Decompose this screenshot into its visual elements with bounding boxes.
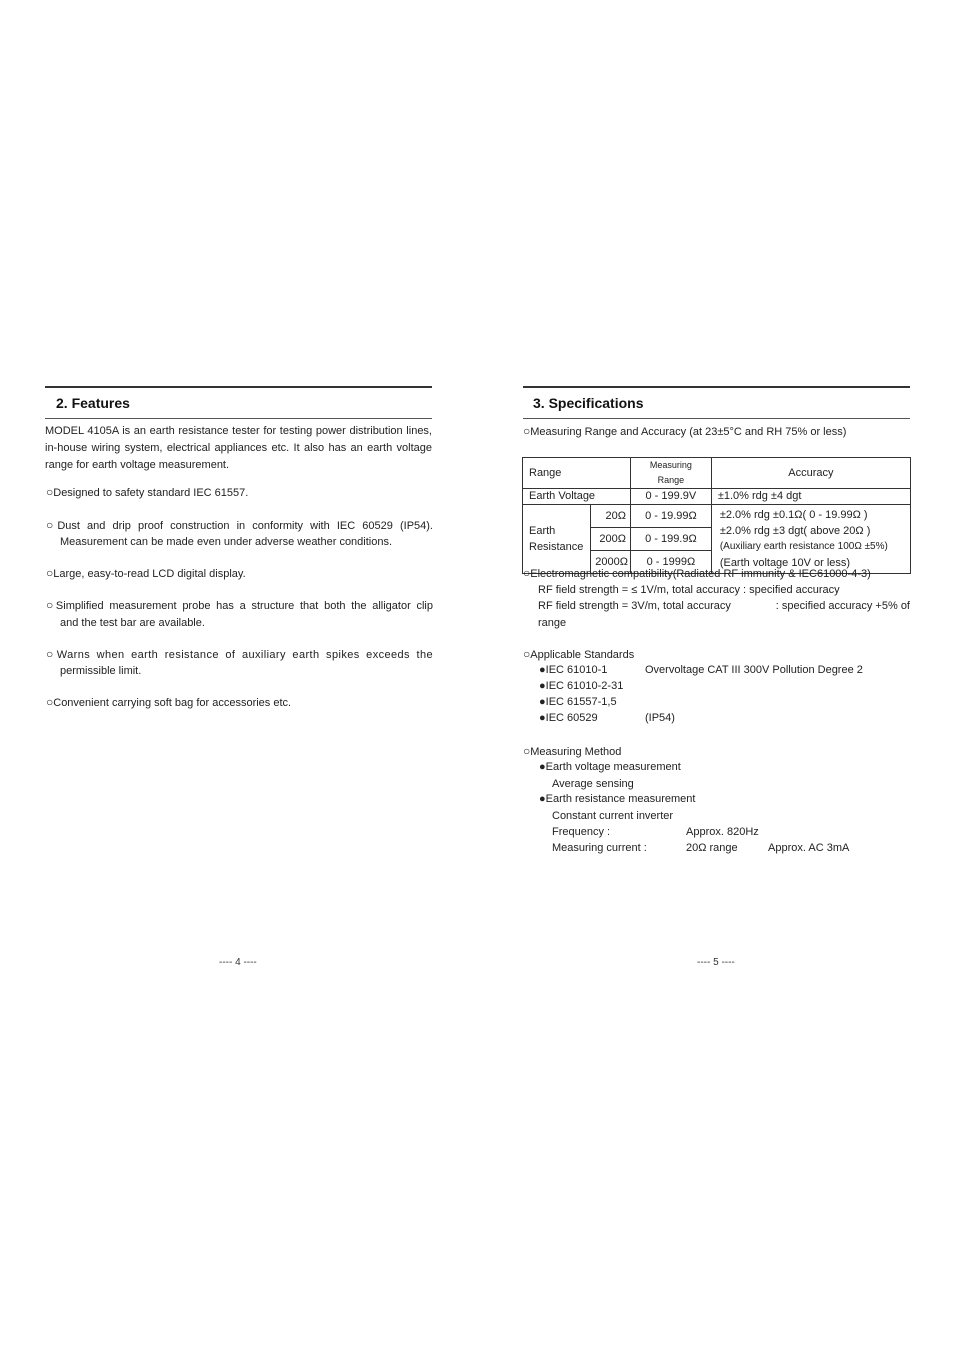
method-voltage-detail: Average sensing: [552, 778, 634, 790]
range-2000-ohm: 2000Ω: [590, 551, 630, 574]
header-range: Range: [523, 458, 631, 489]
circle-bullet-icon: ○: [46, 566, 54, 580]
current-value: Approx. AC 3mA: [768, 842, 850, 854]
measuring-2000-ohm: 0 - 1999Ω: [630, 551, 711, 574]
specifications-table: [522, 457, 911, 574]
feature-item: [46, 565, 433, 583]
features-intro: MODEL 4105A is an earth resistance tester for testing power distribution lines, in-house wiring system, electrical appliances etc. It also has an earth voltage range for earth voltage measurement.: [45, 425, 432, 471]
specifications-bottom-rule: [523, 418, 910, 419]
filled-bullet-icon: ●: [539, 680, 546, 692]
method-title: ○Measuring Method: [523, 744, 622, 758]
standard-item: ●IEC 61557-1,5: [539, 696, 617, 708]
circle-bullet-icon: ○: [46, 485, 54, 499]
filled-bullet-icon: ●: [539, 664, 546, 676]
feature-line: Dust and drip proof construction in conformity with IEC 60529 (IP54).: [57, 520, 433, 532]
standard-item: ●IEC 60529: [539, 712, 598, 724]
method-resistance-detail: Constant current inverter: [552, 810, 674, 822]
feature-line: Convenient carrying soft bag for accessories etc.: [53, 697, 292, 709]
emc-title: ○Electromagnetic compatibility(Radiated RF immunity & IEC61000-4-3): [523, 566, 871, 580]
measuring-range-title: ○Measuring Range and Accuracy (at 23±5°C and RH 75% or less): [523, 424, 847, 438]
filled-bullet-icon: ●: [539, 696, 546, 708]
standard-detail: (IP54): [645, 712, 675, 724]
feature-line: Large, easy-to-read LCD digital display.: [53, 568, 246, 580]
feature-line-continued: and the test bar are available.: [60, 617, 205, 629]
feature-line: Designed to safety standard IEC 61557.: [53, 487, 249, 499]
standard-detail: Overvoltage CAT III 300V Pollution Degree 2: [645, 664, 863, 676]
feature-item: [46, 646, 433, 664]
header-accuracy: Accuracy: [711, 458, 910, 489]
feature-item: [46, 517, 433, 535]
emc-line-1: RF field strength = ≤ 1V/m, total accuracy : specified accuracy: [538, 584, 840, 596]
emc-line-3: range: [538, 617, 567, 629]
specifications-heading: 3. Specifications: [533, 395, 644, 411]
range-20-ohm: 20Ω: [590, 505, 630, 528]
circle-bullet-icon: ○: [46, 695, 54, 709]
standards-title: ○Applicable Standards: [523, 647, 635, 661]
current-label: Measuring current :: [552, 842, 647, 854]
feature-item: [46, 597, 433, 615]
circle-bullet-icon: ○: [46, 518, 58, 532]
circle-bullet-icon: ○: [523, 566, 531, 580]
earth-resistance-accuracy: ±2.0% rdg ±0.1Ω( 0 - 19.99Ω ) ±2.0% rdg ±3 dgt( above 20Ω ) (Auxiliary earth resistance 100Ω ±5%) (Earth voltage 10V or less): [711, 505, 910, 574]
filled-bullet-icon: ●: [539, 761, 546, 773]
range-200-ohm: 200Ω: [590, 528, 630, 551]
measuring-200-ohm: 0 - 199.9Ω: [630, 528, 711, 551]
feature-line: Simplified measurement probe has a structure that both the alligator clip: [55, 600, 433, 612]
feature-item: [46, 694, 433, 712]
earth-voltage-range: 0 - 199.9V: [630, 489, 711, 505]
specifications-top-rule: [523, 386, 910, 388]
method-resistance-title: ●Earth resistance measurement: [539, 793, 696, 805]
method-voltage-title: ●Earth voltage measurement: [539, 761, 681, 773]
frequency-label: Frequency :: [552, 826, 611, 838]
page-number-right: ---- 5 ----: [697, 957, 735, 968]
page-number-left: ---- 4 ----: [219, 957, 257, 968]
circle-bullet-icon: ○: [46, 647, 57, 661]
emc-line-2b: : specified accuracy +5% of: [775, 600, 910, 612]
earth-voltage-accuracy: ±1.0% rdg ±4 dgt: [711, 489, 910, 505]
emc-line-2a: RF field strength = 3V/m, total accuracy: [538, 600, 731, 612]
circle-bullet-icon: ○: [523, 744, 531, 758]
circle-bullet-icon: ○: [46, 598, 56, 612]
table-row: [523, 505, 911, 528]
features-top-rule: [45, 386, 432, 388]
earth-voltage-label: Earth Voltage: [523, 489, 631, 505]
feature-line-continued: permissible limit.: [60, 665, 142, 677]
table-header-row: [523, 458, 911, 489]
circle-bullet-icon: ○: [523, 424, 531, 438]
feature-line: Warns when earth resistance of auxiliary earth spikes exceeds the: [56, 649, 433, 661]
current-range: 20Ω range: [686, 842, 738, 854]
circle-bullet-icon: ○: [523, 647, 531, 661]
measuring-20-ohm: 0 - 19.99Ω: [630, 505, 711, 528]
frequency-value: Approx. 820Hz: [686, 826, 759, 838]
filled-bullet-icon: ●: [539, 793, 546, 805]
standard-item: ●IEC 61010-1: [539, 664, 608, 676]
features-bottom-rule: [45, 418, 432, 419]
feature-item: [46, 484, 433, 502]
earth-resistance-label: Earth Resistance: [523, 505, 591, 574]
standard-item: ●IEC 61010-2-31: [539, 680, 624, 692]
table-row: [523, 489, 911, 505]
filled-bullet-icon: ●: [539, 712, 546, 724]
feature-line-continued: Measurement can be made even under adverse weather conditions.: [60, 536, 393, 548]
features-heading: 2. Features: [56, 395, 130, 411]
header-measuring-range: Measuring Range: [630, 458, 711, 489]
